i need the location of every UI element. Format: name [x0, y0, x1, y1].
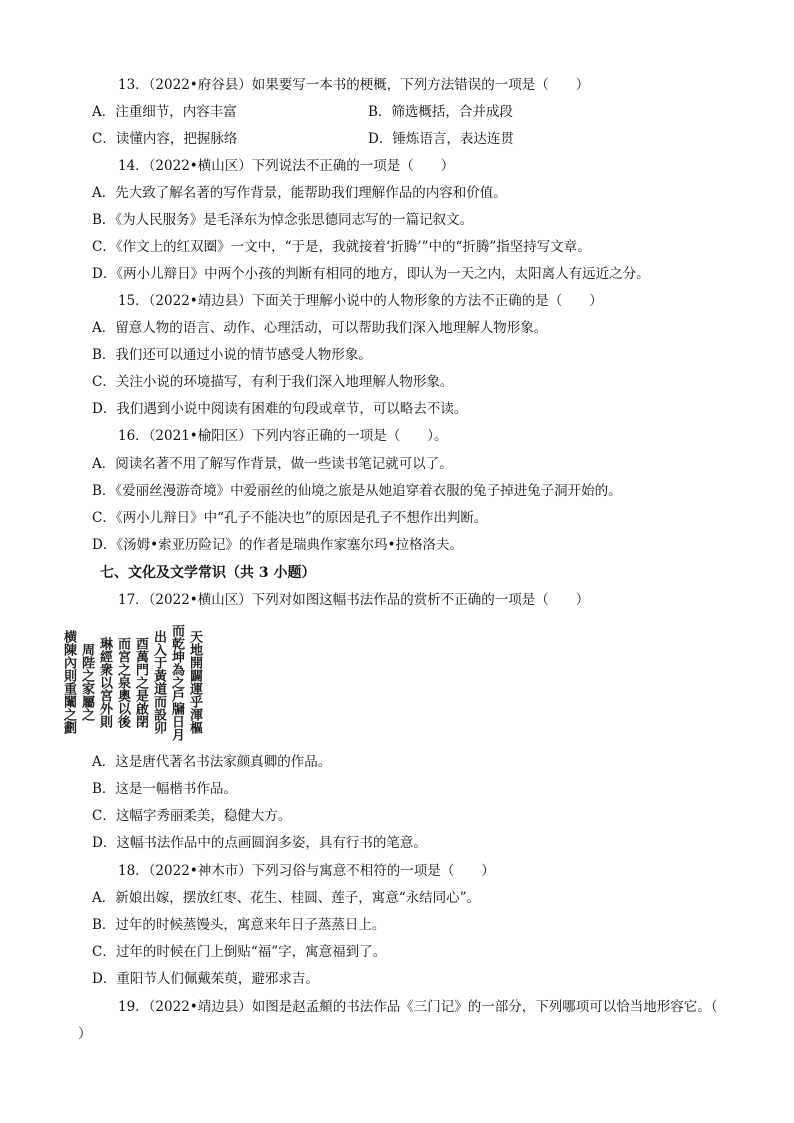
q15-stem: 15．（2022•靖边县）下面关于理解小说中的人物形象的方法不正确的是（ ）: [118, 293, 603, 309]
q18-stem: 18．（2022•神木市）下列习俗与寓意不相符的一项是（ ）: [118, 863, 495, 879]
q16-stem: 16．（2021•榆阳区）下列内容正确的一项是（ ）。: [118, 428, 448, 444]
calligraphy-column: 天地開闢運乎渾樞: [187, 630, 202, 734]
q17-option-d: D．这幅书法作品中的点画圆润多姿，具有行书的笔意。: [92, 835, 427, 851]
q13-option-b: B．筛选概括，合并成段: [368, 104, 513, 120]
q17-option-c: C．这幅字秀丽柔美，稳健大方。: [92, 808, 292, 824]
q18-option-a: A．新娘出嫁，摆放红枣、花生、桂圆、莲子，寓意“永结同心”。: [92, 890, 481, 906]
calligraphy-column: 而乾坤為之戶牖日月: [169, 623, 184, 741]
q19-stem: 19．（2022•靖边县）如图是赵孟頫的书法作品《三门记》的一部分，下列哪项可以恰当地形容它。（: [118, 999, 718, 1015]
q18-option-c: C．过年的时候在门上倒贴“福”字，寓意福到了。: [92, 944, 387, 960]
calligraphy-column: 周陛之家屬之: [79, 643, 94, 721]
q16-option-a: A．阅读名著不用了解写作背景，做一些读书笔记就可以了。: [92, 456, 453, 472]
q15-option-d: D．我们遇到小说中阅读有困难的句段或章节，可以略去不读。: [92, 401, 468, 417]
q14-option-d: D．《两小儿辩日》中两个小孩的判断有相同的地方，即认为一天之内，太阳离人有远近之分。: [92, 266, 650, 282]
q13-option-a: A．注重细节，内容丰富: [92, 104, 237, 120]
q15-option-a: A．留意人物的语言、动作、心理活动，可以帮助我们深入地理解人物形象。: [92, 320, 548, 336]
q19-stem-end: ）: [78, 1026, 92, 1042]
q17-option-b: B．这是一幅楷书作品。: [92, 781, 237, 797]
q17-stem: 17．（2022•横山区）下列对如图这幅书法作品的赏析不正确的一项是（ ）: [118, 592, 590, 608]
q16-option-d: D．《汤姆•索亚历险记》的作者是瑞典作家塞尔玛•拉格洛夫。: [92, 537, 463, 553]
q16-option-b: B．《爱丽丝漫游奇境》中爱丽丝的仙境之旅是从她追穿着衣服的兔子掉进兔子洞开始的。: [92, 483, 622, 499]
q17-option-a: A．这是唐代著名书法家颜真卿的作品。: [92, 754, 332, 770]
q14-option-a: A．先大致了解名著的写作背景，能帮助我们理解作品的内容和价值。: [92, 185, 507, 201]
q18-option-b: B．过年的时候蒸馒头，寓意来年日子蒸蒸日上。: [92, 917, 386, 933]
q14-stem: 14．（2022•横山区）下列说法不正确的一项是（ ）: [118, 158, 455, 174]
q13-stem: 13．（2022•府谷县）如果要写一本书的梗概，下列方法错误的一项是（ ）: [118, 77, 590, 93]
calligraphy-column: 出入于黃道而設卯: [151, 630, 166, 734]
calligraphy-column: 琳經衆以宮外則: [97, 636, 112, 728]
q15-option-b: B．我们还可以通过小说的情节感受人物形象。: [92, 347, 372, 363]
q14-option-c: C．《作文上的红双圈》一文中，“于是，我就接着‘折腾’”中的“折腾”指坚持写文章。: [92, 239, 591, 255]
q15-option-c: C．关注小说的环境描写，有利于我们深入地理解人物形象。: [92, 374, 454, 390]
section-heading: 七、文化及文学常识（共 3 小题）: [100, 565, 316, 581]
q13-option-c: C．读懂内容，把握脉络: [92, 131, 238, 147]
calligraphy-image: [61, 620, 202, 744]
q14-option-b: B．《为人民服务》是毛泽东为悼念张思德同志写的一篇记叙文。: [92, 212, 474, 228]
q16-option-c: C．《两小儿辩日》中“孔子不能决也”的原因是孔子不想作出判断。: [92, 510, 488, 526]
calligraphy-column: 横陳內則重闈之劃: [61, 630, 76, 734]
calligraphy-column: 酉萬門之是啟閉: [133, 636, 148, 728]
q13-option-d: D．锤炼语言，表达连贯: [368, 131, 514, 147]
q18-option-d: D．重阳节人们佩戴茱萸，避邪求吉。: [92, 971, 319, 987]
calligraphy-column: 而宮之泉奧以後: [115, 636, 130, 728]
